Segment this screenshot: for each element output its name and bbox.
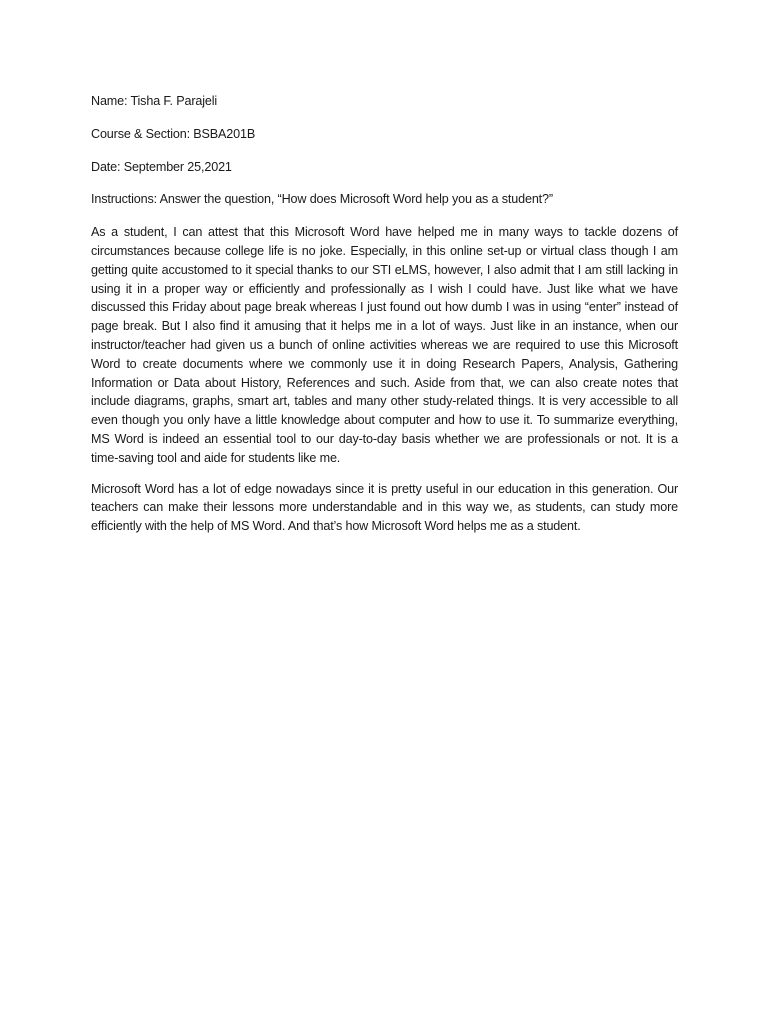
document-content [91,92,678,548]
student-name-line: Name: Tisha F. Parajeli [91,94,218,108]
answer-paragraph-2: Microsoft Word has a lot of edge nowadays since it is pretty useful in our education in this generation. Our teachers can make their lessons more understandable and in this way we, as students, can study more efficiently with the help of MS Word. And that’s how Microsoft Word helps me as a student. [91,481,678,534]
answer-paragraph-1: As a student, I can attest that this Microsoft Word have helped me in many ways to tackle dozens of circumstances because college life is no joke. Especially, in this online set-up or virtual class though I am getting quite accustomed to it special thanks to our STI eLMS, however, I also admit that I am still lacking in using it in a proper way or efficiently and professionally as I wish I could have. Just like what we have discussed this Friday about page break whereas I just found out how dumb I was in using “enter” instead of page break. But I also find it amusing that it helps me in a lot of ways. Just like in an instance, when our instructor/teacher had given us a bunch of online activities whereas we are required to use this Microsoft Word to create documents where we commonly use it in doing Research Papers, Analysis, Gathering Information or Data about History, References and such. Aside from that, we can also create notes that include diagrams, graphs, smart art, tables and many other study-related things. It is very accessible to all even though you only have a little knowledge about computer and how to use it. To summarize everything, MS Word is indeed an essential tool to our day-to-day basis whether we are professionals or not. It is a time-saving tool and aide for students like me. [91,225,678,465]
instructions-line: Instructions: Answer the question, “How does Microsoft Word help you as a student?” [91,192,553,207]
course-section-line: Course & Section: BSBA201B [91,126,256,141]
date-line: Date: September 25,2021 [91,159,232,174]
